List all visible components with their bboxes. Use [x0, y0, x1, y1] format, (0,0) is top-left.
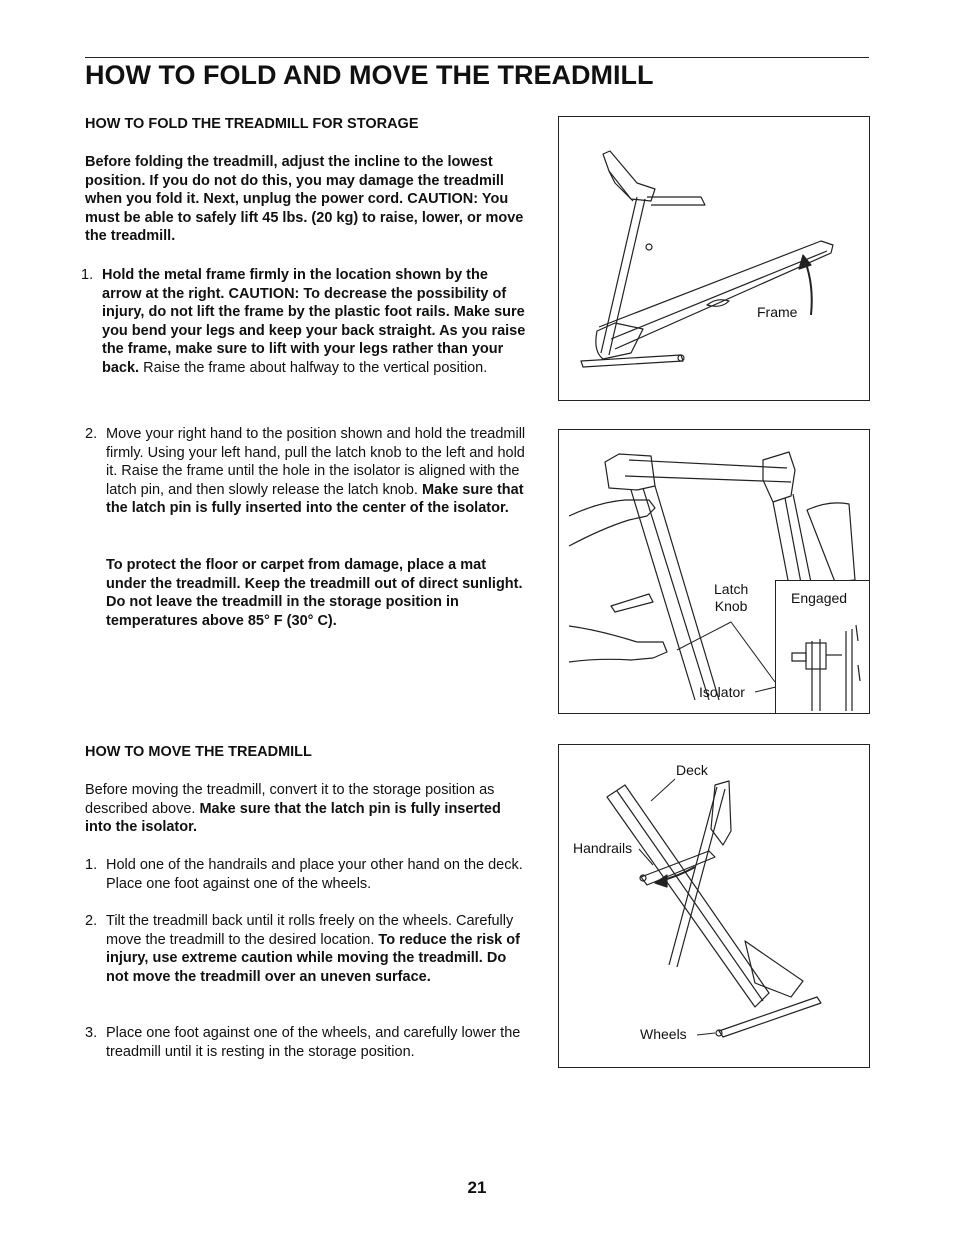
move-step-3-number: 3. [85, 1025, 98, 1041]
move-step-2-bold: To reduce the risk of injury, use extreme caution while moving the treadmill. Do not move the treadmill over an uneven surface. [106, 931, 520, 985]
handrails-label: Handrails [573, 840, 633, 856]
move-intro [85, 781, 529, 837]
page-title: HOW TO FOLD AND MOVE THE TREADMILL [85, 60, 654, 90]
fold-step-2-text: Move your right hand to the position shown and hold the treadmill firmly. Using your left hand, pull the latch knob to the left and hold it. Raise the frame until the hole in the isolator is aligned with the latch pin, and then slowly release the latch knob. [106, 426, 526, 498]
move-intro-text: Before moving the treadmill, convert it to the storage position as described above. [85, 782, 495, 817]
move-step-1-text: Hold one of the handrails and place your other hand on the deck. Place one foot against one of the wheels. [106, 857, 523, 892]
figure-latch-knob [558, 429, 870, 714]
frame-label: Frame [757, 304, 798, 320]
move-step-1 [85, 856, 530, 893]
fold-step-1-bold: Hold the metal frame firmly in the location shown by the arrow at the right. CAUTION: To decrease the possibility of injury, do not lift the frame by the plastic foot rails. Make sure you bend your legs and keep your back straight. As you raise the frame, make sure to lift with your legs rather than your back. [102, 267, 526, 376]
move-heading: HOW TO MOVE THE TREADMILL [85, 744, 312, 760]
move-step-3 [85, 1024, 530, 1061]
fold-heading: HOW TO FOLD THE TREADMILL FOR STORAGE [85, 116, 419, 132]
move-intro-bold: Make sure that the latch pin is fully inserted into the isolator. [85, 800, 501, 836]
latch-knob-label [714, 581, 748, 615]
move-step-2 [85, 912, 530, 986]
fold-warning: To protect the floor or carpet from damage, place a mat under the treadmill. Keep the treadmill out of direct sunlight. Do not leave the treadmill in the storage position in temperatures above 85° F (30° C). [106, 557, 523, 629]
wheels-label: Wheels [640, 1026, 687, 1042]
move-step-2-number: 2. [85, 913, 98, 929]
move-step-2-text: Tilt the treadmill back until it rolls freely on the wheels. Carefully move the treadmill to the desired location. [106, 913, 514, 948]
figure-frame-lift [558, 116, 870, 401]
fold-step-2-bold: Make sure that the latch pin is fully inserted into the center of the isolator. [106, 481, 524, 517]
move-step-1-number: 1. [85, 857, 98, 873]
fold-step-2-number: 2. [85, 426, 98, 442]
engaged-label: Engaged [791, 590, 848, 606]
fold-step-1-number: 1. [81, 267, 94, 283]
latch-knob-label-text: Latch Knob [714, 581, 749, 614]
engaged-inset [775, 580, 870, 714]
top-rule [85, 57, 869, 58]
fold-step-2 [85, 425, 530, 518]
figure-move-treadmill [558, 744, 870, 1068]
move-step-3-text: Place one foot against one of the wheels, and carefully lower the treadmill until it is resting in the storage position. [106, 1025, 521, 1060]
moving-treadmill-illustration [559, 745, 870, 1068]
treadmill-lift-illustration [559, 117, 870, 401]
fold-step-1 [81, 266, 526, 378]
deck-label: Deck [676, 762, 708, 778]
page-number: 21 [467, 1178, 487, 1197]
fold-intro: Before folding the treadmill, adjust the incline to the lowest position. If you do not do this, you may damage the treadmill when you fold it. Next, unplug the power cord. CAUTION: You must be able to safely lift 45 lbs. (20 kg) to raise, lower, or move the treadmill. [85, 154, 524, 245]
isolator-label: Isolator [699, 684, 745, 700]
fold-step-1-text: Raise the frame about halfway to the vertical position. [139, 359, 488, 376]
